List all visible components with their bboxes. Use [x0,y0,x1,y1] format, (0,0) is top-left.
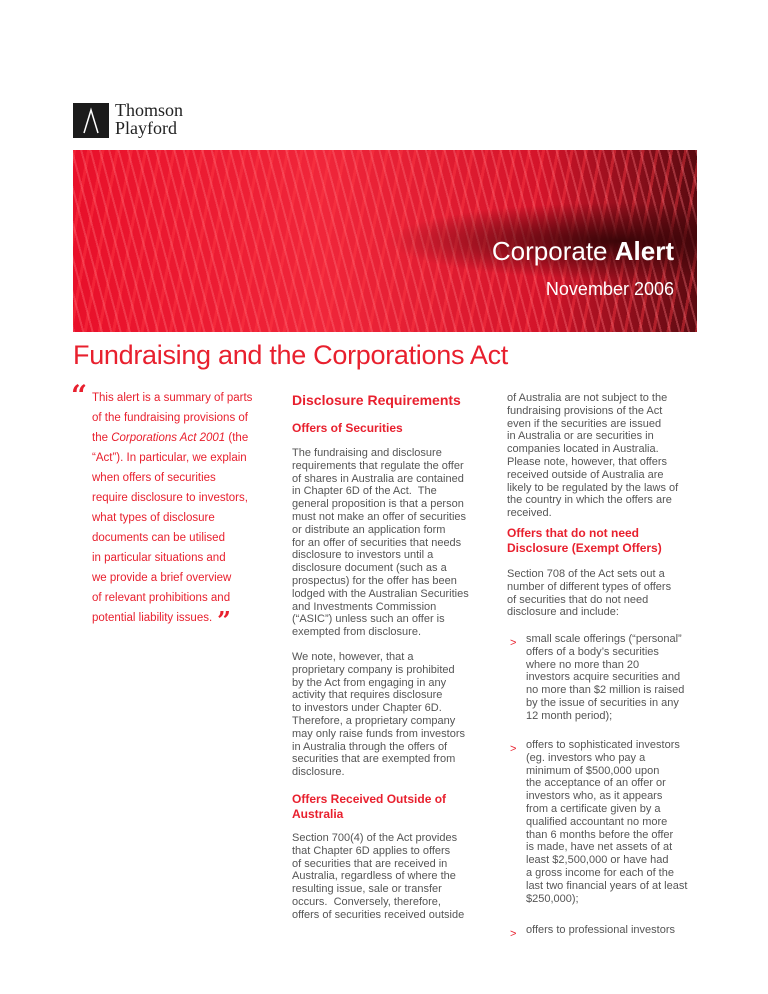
quote-text-1: This alert is a summary of parts of the fundraising provisions of the [92,392,253,444]
subheading-outside: Offers Received Outside of Australia [292,792,447,821]
subheading-exempt: Offers that do not need Disclosure (Exempt Offers) [507,526,662,555]
bullet-icon: > [510,637,517,649]
open-quote-icon: “ [71,379,88,412]
bullet-text: small scale offerings (“personal” offers of a body’s securities where no more than 20 investors acquire securities and no more than $2 million is raised by the issue of securities in any 12 month period); [526,633,685,722]
paragraph: We note, however, that a proprietary company is prohibited by the Act from engaging in any activity that requires disclosure to investors under Chapter 6D. Therefore, a proprietary company may only raise funds from investors in Australia through the offers of securities that are exempted from disclosure. [292,651,466,779]
logo-line1: Thomson [115,100,184,120]
subheading-offers: Offers of Securities [292,421,403,435]
bullet-item [510,924,675,942]
header-banner [73,150,697,332]
banner-title-bold: Alert [614,236,674,266]
banner-date: November 2006 [545,279,674,299]
close-quote-icon: ” [217,606,231,635]
bullet-text: offers to sophisticated investors (eg. investors who pay a minimum of $500,000 upon the acceptance of an offer or investors who, as it appears from a certificate given by a qualified accountant no more than 6 months before the offer is made, have net assets of at least $2,500,000 or have had a gross income for each of the last two financial years of at least $250,000); [526,739,688,905]
page-title: Fundraising and the Corporations Act [73,340,508,370]
logo-mark [73,103,109,138]
section-heading: Disclosure Requirements [292,392,461,408]
paragraph: The fundraising and disclosure requirements that regulate the offer of shares in Australia are contained in Chapter 6D of the Act. The general proposition is that a person must not make an offer of securities or distribute an application form for an offer of securities that needs disclosure to investors until a disclosure document (such as a prospectus) for the offer has been lodged with the Australian Securities and Investments Commission (“ASIC”) unless such an offer is exempted from disclosure. [292,447,469,639]
logo-line2: Playford [115,118,177,138]
paragraph: Section 708 of the Act sets out a number of different types of offers of securities that do not need disclosure and include: [507,568,672,619]
quote-text-2: (the “Act”). In particular, we explain when offers of securities require disclosure to investors, what types of disclosure documents can be utilised in particular situations and we provide a brief overview of relevant prohibitions and potential liability issues. [92,432,249,624]
banner-title [492,236,674,266]
bullet-text: offers to professional investors [526,924,675,936]
paragraph: of Australia are not subject to the fundraising provisions of the Act even if the securities are issued in Australia or are securities in companies located in Australia. Please note, however, that offers received outside of Australia are likely to be regulated by the laws of the country in which the offers are received. [507,392,679,520]
bullet-item [510,633,685,722]
quote-italic: Corporations Act 2001 [111,432,226,444]
banner-title-light: Corporate [491,236,608,266]
bullet-icon: > [510,928,517,940]
paragraph: Section 700(4) of the Act provides that Chapter 6D applies to offers of securities that are received in Australia, regardless of where the resulting issue, sale or transfer occurs. Conversely, therefore, offers of securities received outside [292,832,465,921]
logo-text [115,101,183,137]
bullet-icon: > [510,743,517,755]
pull-quote [92,388,253,635]
bullet-item [510,739,688,905]
